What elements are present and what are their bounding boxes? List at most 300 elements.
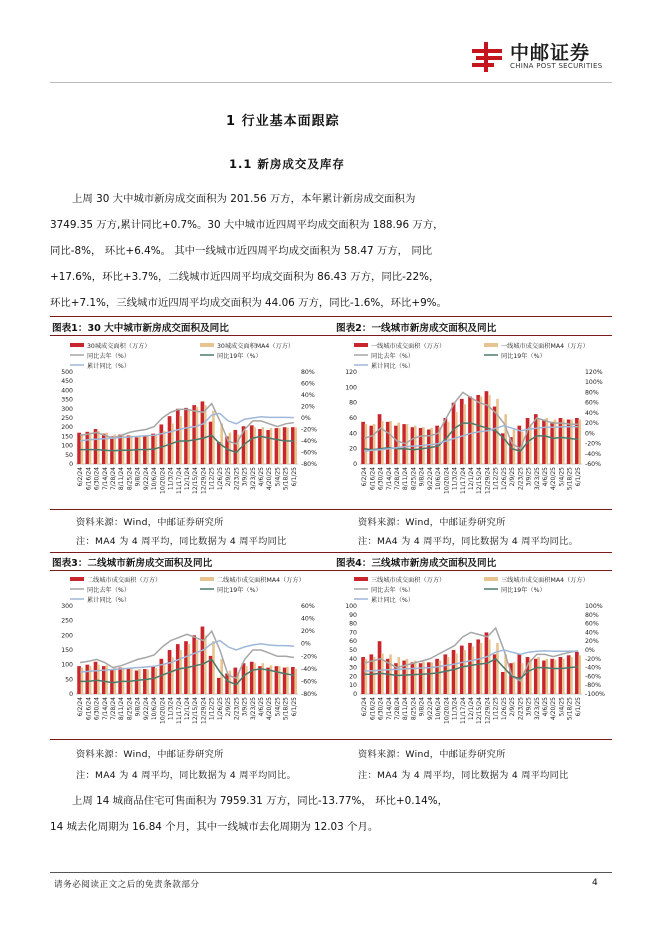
- subsection-heading: 1.1 新房成交及库存: [229, 157, 345, 171]
- left-tick-label: 120: [345, 369, 357, 376]
- x-tick-label: 9/22/24: [142, 467, 150, 491]
- ma4-bar: [480, 397, 483, 464]
- figure-4-note: 注：MA4 为 4 周平均，同比数据为 4 周平均同比: [358, 770, 569, 781]
- x-tick-label: 3/9/25: [525, 467, 533, 487]
- x-tick-label: 11/3/24: [167, 467, 175, 491]
- x-tick-label: 11/3/24: [167, 697, 175, 721]
- x-tick-label: 4/6/25: [258, 697, 265, 717]
- left-tick-label: 0: [69, 461, 73, 468]
- x-tick-label: 6/30/24: [377, 467, 385, 491]
- x-tick-label: 3/23/25: [249, 697, 257, 721]
- left-tick-label: 30: [349, 664, 357, 672]
- ma4-bar: [414, 661, 417, 694]
- ma4-bar: [114, 667, 117, 694]
- x-tick-label: 12/1/24: [184, 467, 191, 491]
- figure-top-rule: [50, 552, 612, 553]
- legend-label: 二线城市成交面积MA4（万方）: [217, 577, 305, 584]
- bar: [550, 422, 554, 464]
- legend-label: 同比19年（%）: [217, 587, 262, 594]
- left-tick-label: 40: [349, 430, 357, 438]
- bar: [233, 430, 237, 464]
- x-tick-label: 4/6/25: [542, 467, 549, 487]
- x-tick-label: 4/20/25: [266, 697, 274, 721]
- right-tick-label: -60%: [301, 678, 317, 686]
- x-tick-label: 6/16/24: [369, 697, 377, 721]
- x-tick-label: 4/20/25: [550, 467, 558, 491]
- x-tick-label: 8/25/24: [410, 697, 418, 721]
- x-tick-label: 6/1/25: [574, 697, 582, 717]
- figure-2-title: 图表2：一线城市新房成交面积及同比: [336, 323, 497, 334]
- right-tick-label: 120%: [585, 369, 603, 376]
- right-tick-label: 80%: [585, 389, 599, 397]
- bar: [159, 424, 163, 464]
- bar: [369, 426, 373, 464]
- paragraph-line: 3749.35 万方,累计同比+0.7%。30 大中城市近四周平均成交面积为 188.96 万方，: [50, 219, 444, 231]
- x-tick-label: 12/1/24: [468, 697, 475, 721]
- right-tick-label: 40%: [301, 392, 315, 399]
- figure-1-source: 资料来源：Wind，中邮证券研究所: [76, 517, 224, 528]
- ma4-bar: [212, 641, 215, 694]
- ma4-bar: [89, 433, 92, 464]
- x-tick-label: 9/22/24: [142, 697, 150, 721]
- ma4-bar: [294, 427, 297, 464]
- right-tick-label: 0%: [301, 640, 311, 648]
- right-tick-label: -60%: [585, 673, 601, 681]
- figure-title-rule: [50, 570, 612, 571]
- x-tick-label: 12/29/24: [200, 697, 208, 724]
- right-tick-label: -100%: [585, 691, 605, 698]
- paragraph-line: +17.6%，环比+3.7%，二线城市近四周平均成交面积为 86.43 万方，同比-22%，: [50, 271, 440, 283]
- left-tick-label: 300: [61, 603, 73, 610]
- x-tick-label: 10/6/24: [151, 697, 159, 721]
- x-tick-label: 7/28/24: [110, 467, 117, 491]
- x-tick-label: 11/17/24: [175, 697, 183, 724]
- right-tick-label: -40%: [585, 450, 601, 458]
- x-tick-label: 2/23/25: [517, 697, 525, 721]
- bar: [443, 654, 447, 694]
- bar: [542, 661, 546, 694]
- ma4-bar: [89, 666, 92, 694]
- ma4-bar: [262, 427, 265, 464]
- ma4-bar: [414, 426, 417, 464]
- bar: [118, 435, 122, 464]
- x-tick-label: 7/14/24: [101, 697, 109, 721]
- left-tick-label: 60: [349, 415, 357, 422]
- chart-tier3-city: [334, 572, 612, 738]
- ma4-bar: [220, 659, 223, 694]
- x-tick-label: 6/30/24: [93, 697, 101, 721]
- x-tick-label: 10/20/24: [443, 467, 451, 494]
- legend-label: 同比19年（%）: [501, 587, 546, 594]
- x-tick-label: 8/11/24: [118, 467, 126, 491]
- ma4-bar: [578, 420, 581, 464]
- x-tick-label: 6/2/24: [361, 467, 369, 487]
- x-tick-label: 11/17/24: [459, 697, 467, 724]
- x-tick-label: 6/16/24: [369, 467, 377, 491]
- ma4-bar: [529, 659, 532, 694]
- bar: [427, 430, 431, 465]
- bar: [361, 422, 365, 464]
- right-tick-label: 0%: [585, 647, 595, 654]
- right-tick-label: -40%: [301, 438, 317, 445]
- left-tick-label: 80: [349, 399, 357, 407]
- x-tick-label: 11/17/24: [175, 467, 183, 494]
- ma4-bar: [163, 431, 166, 464]
- x-tick-label: 8/11/24: [402, 467, 410, 491]
- ma4-bar: [278, 666, 281, 694]
- figure-1-note: 注：MA4 为 4 周平均，同比数据为 4 周平均同比: [76, 536, 287, 547]
- x-tick-label: 9/8/24: [134, 467, 142, 487]
- bar: [386, 422, 390, 464]
- x-tick-label: 5/4/25: [274, 467, 282, 487]
- x-tick-label: 10/6/24: [151, 467, 159, 491]
- bar: [452, 650, 456, 694]
- x-tick-label: 3/9/25: [241, 697, 249, 717]
- x-tick-label: 6/1/25: [574, 467, 582, 487]
- ma4-bar: [188, 411, 191, 464]
- right-tick-label: -80%: [301, 691, 317, 698]
- bar: [266, 430, 270, 464]
- bar: [575, 652, 579, 694]
- bar: [559, 418, 563, 464]
- ma4-bar: [373, 657, 376, 694]
- left-tick-label: 20: [349, 673, 357, 681]
- bar: [176, 409, 180, 464]
- right-tick-label: 20%: [301, 628, 315, 636]
- ma4-bar: [163, 665, 166, 694]
- bar: [217, 442, 221, 464]
- ma4-bar: [179, 416, 182, 464]
- legend-swatch: [354, 577, 368, 581]
- right-tick-label: -20%: [301, 653, 317, 661]
- left-tick-label: 50: [65, 451, 73, 459]
- right-tick-label: -20%: [585, 655, 601, 663]
- bar: [435, 659, 439, 694]
- china-post-logo-icon: [470, 40, 504, 74]
- right-tick-label: 40%: [301, 615, 315, 623]
- x-tick-label: 2/9/25: [225, 467, 233, 487]
- left-tick-label: 70: [349, 629, 357, 637]
- x-tick-label: 10/6/24: [435, 467, 443, 491]
- x-tick-label: 12/15/24: [476, 467, 484, 494]
- legend-label: 累计同比（%）: [87, 363, 131, 370]
- legend-swatch: [200, 343, 214, 347]
- section-heading: 1 行业基本面跟踪: [226, 114, 340, 129]
- left-tick-label: 0: [353, 461, 357, 468]
- x-tick-label: 10/20/24: [443, 697, 451, 724]
- ma4-bar: [262, 663, 265, 694]
- x-tick-label: 3/23/25: [533, 467, 541, 491]
- ma4-bar: [196, 407, 199, 464]
- ma4-bar: [179, 650, 182, 694]
- left-tick-label: 200: [61, 632, 73, 640]
- ma4-bar: [146, 669, 149, 694]
- legend-label: 30城成交面积（万方）: [87, 343, 151, 350]
- x-tick-label: 5/4/25: [558, 467, 566, 487]
- bar: [567, 655, 571, 694]
- x-tick-label: 12/29/24: [200, 467, 208, 494]
- brand-name-cn: 中邮证券: [510, 42, 591, 64]
- bar: [151, 666, 155, 694]
- paragraph-inventory: [50, 788, 612, 840]
- bar: [201, 627, 205, 694]
- x-tick-label: 6/30/24: [377, 697, 385, 721]
- left-tick-label: 90: [349, 611, 357, 619]
- figure-1-title: 图表1：30 大中城市新房成交面积及同比: [52, 323, 229, 334]
- x-tick-label: 1/26/25: [500, 467, 508, 491]
- ma4-bar: [537, 657, 540, 694]
- bar: [534, 659, 538, 694]
- bar: [85, 665, 89, 694]
- brand-name-en: CHINA POST SECURITIES: [510, 62, 603, 70]
- ma4-bar: [463, 650, 466, 694]
- x-tick-label: 9/8/24: [134, 697, 142, 717]
- x-tick-label: 1/26/25: [216, 467, 224, 491]
- ma4-bar: [496, 643, 499, 694]
- bar: [452, 403, 456, 464]
- right-tick-label: -20%: [585, 440, 601, 448]
- left-tick-label: 60: [349, 638, 357, 646]
- chart-tier1-city: [334, 338, 612, 508]
- x-tick-label: 3/9/25: [525, 697, 533, 717]
- ma4-bar: [373, 424, 376, 464]
- bar: [493, 407, 497, 465]
- figure-title-rule: [50, 335, 612, 336]
- x-tick-label: 8/25/24: [126, 697, 134, 721]
- page-number: 4: [592, 878, 598, 888]
- left-tick-label: 100: [61, 442, 73, 450]
- x-tick-label: 4/20/25: [266, 467, 274, 491]
- x-tick-label: 12/15/24: [192, 697, 200, 724]
- figure-4-title: 图表4：三线城市新房成交面积及同比: [336, 558, 497, 569]
- paragraph-line: 环比+7.1%，三线城市近四周平均成交面积为 44.06 万方，同比-1.6%，环比+9%。: [50, 297, 447, 309]
- x-tick-label: 2/23/25: [233, 467, 241, 491]
- figure-bottom-rule: [50, 509, 612, 510]
- bar: [378, 414, 382, 464]
- bar: [217, 678, 221, 694]
- left-tick-label: 150: [61, 647, 73, 654]
- bar: [542, 420, 546, 464]
- ma4-bar: [114, 435, 117, 464]
- bar: [250, 662, 254, 694]
- ma4-bar: [97, 665, 100, 694]
- ma4-bar: [253, 663, 256, 694]
- bar: [250, 425, 254, 464]
- bar: [225, 673, 229, 694]
- x-tick-label: 10/20/24: [159, 467, 167, 494]
- left-tick-label: 20: [349, 445, 357, 453]
- bar: [209, 656, 213, 694]
- left-tick-label: 150: [61, 433, 73, 441]
- ma4-bar: [447, 422, 450, 464]
- left-tick-label: 100: [61, 661, 73, 669]
- ma4-bar: [294, 669, 297, 694]
- legend-label: 累计同比（%）: [371, 597, 415, 604]
- legend-label: 累计同比（%）: [371, 363, 415, 370]
- x-tick-label: 12/29/24: [484, 467, 492, 494]
- right-tick-label: 100%: [585, 379, 603, 387]
- ma4-bar: [253, 427, 256, 464]
- x-tick-label: 1/26/25: [500, 697, 508, 721]
- x-tick-label: 7/14/24: [385, 467, 393, 491]
- legend-swatch: [70, 577, 84, 581]
- left-tick-label: 200: [61, 424, 73, 432]
- x-tick-label: 1/12/25: [208, 697, 216, 721]
- ma4-bar: [286, 428, 289, 464]
- x-tick-label: 3/9/25: [241, 467, 249, 487]
- paragraph-line: 上周 30 大中城市新房成交面积为 201.56 万方，本年累计新房成交面积为: [72, 193, 416, 205]
- x-tick-label: 3/23/25: [249, 467, 257, 491]
- left-tick-label: 80: [349, 620, 357, 628]
- x-tick-label: 8/25/24: [410, 467, 418, 491]
- legend-label: 同比19年（%）: [217, 353, 262, 360]
- bar: [291, 667, 295, 694]
- bar: [468, 397, 472, 464]
- ma4-bar: [138, 669, 141, 694]
- bar: [378, 641, 382, 694]
- legend-label: 同比去年（%）: [371, 353, 415, 360]
- bar: [275, 428, 279, 464]
- legend-label: 三线城市成交面积MA4（万方）: [501, 577, 589, 584]
- x-tick-label: 2/9/25: [509, 467, 517, 487]
- x-tick-label: 7/28/24: [110, 697, 117, 721]
- ma4-bar: [472, 399, 475, 464]
- left-tick-label: 500: [61, 369, 73, 376]
- bar: [283, 668, 287, 694]
- x-tick-label: 10/6/24: [435, 697, 443, 721]
- x-tick-label: 9/22/24: [426, 697, 434, 721]
- bar: [501, 672, 505, 694]
- x-tick-label: 6/16/24: [85, 467, 93, 491]
- bar: [559, 657, 563, 694]
- ma4-bar: [562, 659, 565, 694]
- x-tick-label: 3/23/25: [533, 697, 541, 721]
- x-tick-label: 12/29/24: [484, 697, 492, 724]
- x-tick-label: 8/11/24: [118, 697, 126, 721]
- ma4-bar: [97, 431, 100, 464]
- x-tick-label: 5/18/25: [566, 467, 574, 491]
- right-tick-label: 100%: [585, 603, 603, 610]
- bar: [110, 669, 114, 694]
- ma4-bar: [105, 433, 108, 464]
- ma4-bar: [155, 668, 158, 694]
- legend-label: 同比去年（%）: [87, 587, 131, 594]
- x-tick-label: 1/12/25: [492, 467, 500, 491]
- right-tick-label: 20%: [301, 403, 315, 411]
- bar: [192, 405, 196, 464]
- x-tick-label: 2/9/25: [225, 697, 233, 717]
- right-tick-label: -80%: [585, 682, 601, 690]
- right-tick-label: -40%: [585, 664, 601, 672]
- right-tick-label: 80%: [301, 369, 315, 376]
- chart-tier2-city: [50, 572, 328, 738]
- x-tick-label: 5/18/25: [282, 697, 290, 721]
- paragraph-line: 上周 14 城商品住宅可售面积为 7959.31 万方，同比-13.77%， 环比+0.14%，: [72, 795, 448, 807]
- x-tick-label: 10/20/24: [159, 697, 167, 724]
- legend-label: 三线城市成交面积（万方）: [371, 577, 446, 584]
- x-tick-label: 12/15/24: [476, 697, 484, 724]
- x-tick-label: 11/3/24: [451, 467, 459, 491]
- x-tick-label: 1/26/25: [216, 697, 224, 721]
- left-tick-label: 50: [65, 676, 73, 684]
- right-tick-label: -60%: [301, 449, 317, 457]
- bar: [460, 399, 464, 464]
- ma4-bar: [554, 420, 557, 464]
- paragraph-line: 14 城去化周期为 16.84 个月，其中一线城市去化周期为 12.03 个月。: [50, 821, 379, 833]
- bar: [168, 416, 172, 464]
- right-tick-label: 60%: [585, 620, 599, 628]
- ma4-bar: [365, 424, 368, 464]
- right-tick-label: 60%: [301, 603, 315, 610]
- x-tick-label: 12/15/24: [192, 467, 200, 494]
- legend-label: 同比19年（%）: [501, 353, 546, 360]
- bar: [283, 427, 287, 464]
- x-tick-label: 6/16/24: [85, 697, 93, 721]
- ma4-bar: [422, 661, 425, 694]
- paragraph-line: 同比-8%， 环比+6.4%。 其中一线城市近四周平均成交面积为 58.47 万方， 同比: [50, 245, 433, 257]
- x-tick-label: 4/6/25: [542, 697, 549, 717]
- x-tick-label: 4/6/25: [258, 467, 265, 487]
- bar: [135, 671, 139, 694]
- ma4-bar: [554, 660, 557, 694]
- ma4-bar: [488, 639, 491, 694]
- right-tick-label: 60%: [585, 399, 599, 407]
- header-divider: [50, 82, 612, 83]
- ma4-bar: [204, 635, 207, 694]
- bar: [394, 426, 398, 464]
- x-tick-label: 6/2/24: [77, 467, 85, 487]
- legend-swatch: [70, 343, 84, 347]
- figure-2-note: 注：MA4 为 4 周平均，同比数据为 4 周平均同比。: [358, 536, 579, 547]
- legend-label: 一线城市成交面积MA4（万方）: [501, 343, 589, 350]
- bar: [411, 662, 415, 694]
- legend-swatch: [354, 343, 368, 347]
- bar: [135, 437, 139, 464]
- x-tick-label: 6/30/24: [93, 467, 101, 491]
- left-tick-label: 100: [345, 384, 357, 392]
- bar: [209, 422, 213, 464]
- ma4-bar: [286, 667, 289, 694]
- x-tick-label: 5/18/25: [282, 467, 290, 491]
- bar: [94, 429, 98, 464]
- ma4-bar: [472, 646, 475, 694]
- legend-label: 30城成交面积MA4（万方）: [217, 343, 295, 350]
- right-tick-label: 0%: [301, 415, 311, 422]
- x-tick-label: 8/11/24: [402, 697, 410, 721]
- legend-label: 同比去年（%）: [87, 353, 131, 360]
- right-tick-label: 0%: [585, 430, 595, 438]
- x-tick-label: 7/14/24: [385, 697, 393, 721]
- x-tick-label: 4/20/25: [550, 697, 558, 721]
- bar: [476, 395, 480, 464]
- left-tick-label: 400: [61, 387, 73, 395]
- ma4-bar: [245, 430, 248, 464]
- x-tick-label: 8/25/24: [126, 467, 134, 491]
- x-tick-label: 7/28/24: [394, 697, 401, 721]
- figure-4-source: 资料来源：Wind，中邮证券研究所: [358, 749, 506, 760]
- left-tick-label: 250: [61, 617, 73, 625]
- ma4-bar: [513, 430, 516, 465]
- bar: [550, 659, 554, 694]
- bar: [184, 408, 188, 464]
- chart-30-city: [50, 338, 328, 508]
- bar: [258, 666, 262, 694]
- legend-label: 同比去年（%）: [371, 587, 415, 594]
- legend-swatch: [484, 343, 498, 347]
- right-tick-label: 20%: [585, 638, 599, 646]
- footer-disclaimer: 请务必阅读正文之后的免责条款部分: [54, 880, 200, 890]
- figure-3-source: 资料来源：Wind，中邮证券研究所: [76, 749, 224, 760]
